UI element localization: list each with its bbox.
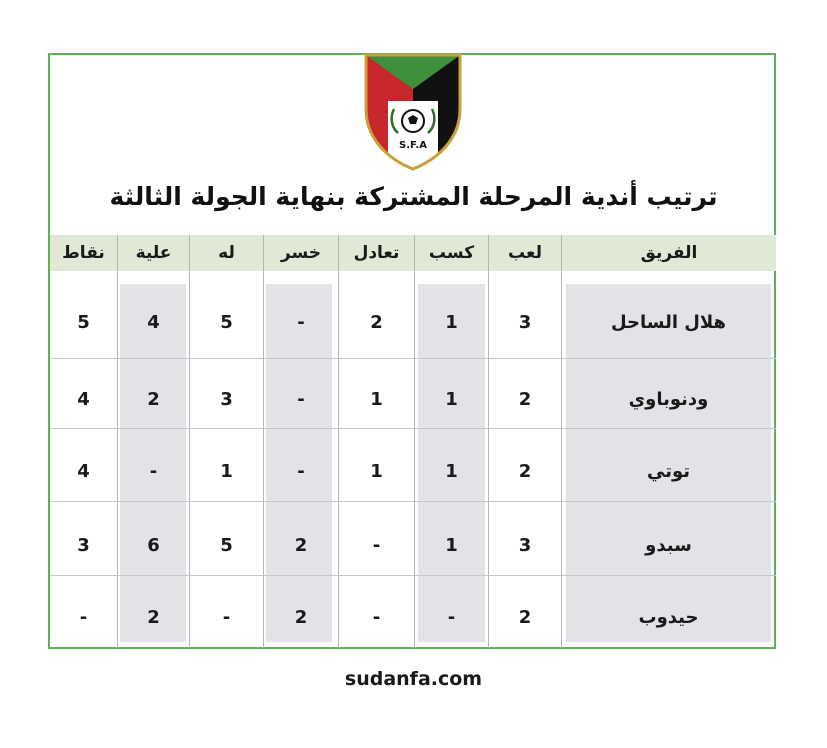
sfa-logo	[360, 51, 466, 171]
column-divider	[263, 235, 264, 648]
team-name: ودنوباوي	[628, 389, 709, 410]
header-team: الفريق	[640, 243, 698, 263]
lost-value: 2	[294, 535, 308, 556]
drawn-value: 2	[370, 312, 383, 333]
website-link[interactable]: sudanfa.com	[344, 668, 483, 690]
played-value: 3	[518, 535, 532, 556]
header-goals-for: له	[218, 243, 235, 263]
goals-against-value: 4	[147, 312, 160, 333]
column-divider	[189, 235, 190, 648]
row-divider	[50, 501, 776, 502]
goals-against-value: 2	[147, 389, 160, 410]
won-value: -	[447, 607, 456, 628]
won-value: 1	[445, 312, 458, 333]
lost-value: 2	[294, 607, 308, 628]
goals-for-value: 3	[220, 389, 233, 410]
header-played: لعب	[508, 243, 542, 263]
goals-against-value: 2	[147, 607, 160, 628]
header-won: كسب	[428, 243, 475, 263]
won-value: 1	[445, 461, 458, 482]
team-name: هلال الساحل	[610, 312, 727, 333]
points-value: -	[79, 607, 88, 628]
column-divider	[561, 235, 562, 648]
goals-for-value: -	[222, 607, 231, 628]
page-title: ترتيب أندية المرحلة المشتركة بنهاية الجولة الثالثة	[109, 182, 718, 211]
played-value: 3	[518, 312, 532, 333]
header-drawn: تعادل	[353, 243, 400, 263]
logo-text: S.F.A	[399, 140, 427, 151]
goals-against-value: -	[149, 461, 158, 482]
won-value: 1	[445, 389, 458, 410]
lost-value: -	[297, 312, 305, 333]
header-points: نقاط	[62, 243, 105, 263]
team-name: حيدوب	[638, 607, 699, 628]
goals-for-value: 5	[220, 312, 233, 333]
column-divider	[117, 235, 118, 648]
header-goals-against: علية	[135, 243, 172, 263]
points-value: 5	[77, 312, 90, 333]
column-divider	[488, 235, 489, 648]
row-divider	[50, 575, 776, 576]
goals-for-value: 1	[220, 461, 233, 482]
lost-value: -	[297, 461, 305, 482]
goals-for-value: 5	[220, 535, 233, 556]
won-value: 1	[445, 535, 458, 556]
team-name: سبدو	[645, 535, 692, 556]
played-value: 2	[518, 607, 532, 628]
header-lost: خسر	[280, 243, 322, 263]
lost-value: -	[297, 389, 305, 410]
drawn-value: -	[372, 607, 381, 628]
goals-against-value: 6	[147, 535, 160, 556]
row-divider	[50, 358, 776, 359]
row-divider	[50, 428, 776, 429]
drawn-value: -	[372, 535, 381, 556]
played-value: 2	[518, 389, 532, 410]
points-value: 4	[77, 389, 90, 410]
played-value: 2	[518, 461, 532, 482]
points-value: 4	[77, 461, 90, 482]
column-divider	[414, 235, 415, 648]
team-name: توتي	[646, 461, 690, 482]
points-value: 3	[77, 535, 90, 556]
drawn-value: 1	[370, 461, 383, 482]
column-divider	[338, 235, 339, 648]
drawn-value: 1	[370, 389, 383, 410]
